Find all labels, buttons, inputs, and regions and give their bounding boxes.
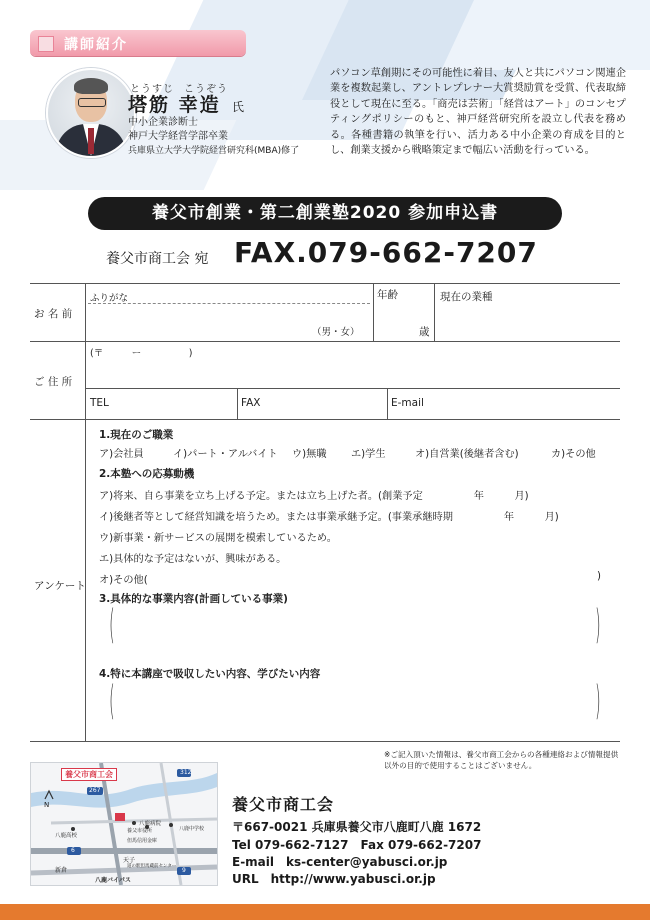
survey-label: アンケート <box>34 580 86 592</box>
instructor-bio: パソコン草創期にその可能性に着目、友人と共にパソコン関連企業を複数起業し、アントレプレナー大賞奨励賞を受賞、代表取締役として現在に至る。「商売は芸術」「経営はアート」のコンセプティングポリシーのもと、神戸経営研究所を設立し代表を務める。各種書籍の執筆を行い、活力ある中小企業の育成を目的とし、創業支援から戦略策定まで幅広い活動を行っている。 <box>330 68 626 157</box>
q1-title: 1.現在のご職業 <box>99 429 174 441</box>
q2-title: 2.本塾への応募動機 <box>99 468 195 480</box>
access-map <box>30 762 218 886</box>
age-label: 年齢 <box>377 289 398 301</box>
contact-address: 〒667-0021 兵庫県養父市八鹿町八鹿 1672 <box>232 820 482 834</box>
q4-answer-field[interactable] <box>110 680 608 738</box>
q1-option[interactable]: オ)自営業(後継者含む) <box>415 449 519 460</box>
q2-option-a[interactable]: ア)将来、自ら事業を立ち上げる予定。または立ち上げた者。(創業予定 年 月) <box>99 491 529 502</box>
instructor-name: 塔筋 幸造 <box>128 94 221 116</box>
name-ruby-given: こうぞう <box>184 84 228 95</box>
map-place: 八鹿中学校 <box>179 826 205 832</box>
map-place: 八鹿バイパス <box>95 877 131 884</box>
furigana-label: ふりがな <box>90 293 129 304</box>
section-label: 講師紹介 <box>30 30 246 56</box>
fax-number: FAX.079-662-7207 <box>234 236 538 269</box>
name-ruby-family: とうすじ <box>130 84 174 95</box>
credential-1: 中小企業診断士 <box>128 117 198 128</box>
q1-option[interactable]: イ)パート・アルバイト <box>173 449 278 460</box>
org-name: 養父市商工会 <box>232 795 335 814</box>
map-route: 6 <box>71 847 75 854</box>
gender-label: （男・女） <box>312 327 360 338</box>
q1-option[interactable]: ア)会社員 <box>99 449 144 460</box>
address-label: ご 住 所 <box>34 376 73 388</box>
q4-paren-close: ) <box>595 678 601 724</box>
map-place: 養父市役所 <box>127 828 153 834</box>
map-route: 9 <box>182 867 186 874</box>
tel-label: TEL <box>90 397 109 409</box>
map-route: 267 <box>89 787 101 794</box>
honorific: 氏 <box>232 100 245 114</box>
footer-bar <box>0 904 650 920</box>
square-icon <box>38 36 54 52</box>
q3-paren-close: ) <box>595 602 601 648</box>
address-field[interactable] <box>90 358 618 386</box>
credential-2: 神戸大学経営学部卒業 <box>128 131 228 142</box>
map-place: 八鹿高校 <box>55 833 78 839</box>
age-unit: 歳 <box>419 326 430 338</box>
map-north: N <box>44 801 50 809</box>
occupation-label: 現在の業種 <box>440 291 493 303</box>
email-label: E-mail <box>391 397 424 409</box>
map-place: 但馬信用金庫 <box>127 838 158 844</box>
form-title: 養父市創業・第二創業塾2020 参加申込書 <box>88 197 562 230</box>
q2-option-e[interactable]: オ)その他( <box>99 575 148 586</box>
credential-3: 兵庫県立大学大学院経営研究科(MBA)修了 <box>128 146 300 156</box>
contact-url[interactable]: URL http://www.yabusci.or.jp <box>232 872 436 886</box>
q3-title: 3.具体的な事業内容(計画している事業) <box>99 593 288 605</box>
map-place: 八鹿病院 <box>139 821 162 827</box>
q2-option-c[interactable]: ウ)新事業・新サービスの展開を模索しているため。 <box>99 533 337 544</box>
postal-label: (〒 ー ) <box>90 348 193 359</box>
q2-option-b[interactable]: イ)後継者等として経営知識を培うため。または事業承継予定。(事業承継時期 年 月) <box>99 512 559 523</box>
occupation-field[interactable] <box>437 302 617 338</box>
q1-option[interactable]: ウ)無職 <box>292 449 327 460</box>
q1-option[interactable]: エ)学生 <box>351 449 386 460</box>
map-place: 天子 <box>123 857 136 864</box>
instructor-photo <box>46 68 136 158</box>
map-route: 312 <box>180 769 192 776</box>
map-place: 道の駅但馬蔵前センター <box>127 864 177 869</box>
q3-paren-open: ( <box>109 602 115 648</box>
q4-title: 4.特に本講座で吸収したい内容、学びたい内容 <box>99 668 321 680</box>
q4-paren-open: ( <box>109 678 115 724</box>
q2-option-e-close: ) <box>597 571 601 582</box>
tel-field[interactable] <box>115 392 235 417</box>
map-office-label: 養父市商工会 <box>61 768 117 781</box>
name-label: お 名 前 <box>34 308 73 320</box>
q3-answer-field[interactable] <box>110 604 608 664</box>
map-place: 新倉 <box>55 867 68 874</box>
addressee: 養父市商工会 宛 <box>106 251 209 267</box>
contact-phone: Tel 079-662-7127 Fax 079-662-7207 <box>232 838 482 852</box>
email-field[interactable] <box>430 392 618 417</box>
fax-label: FAX <box>241 397 261 409</box>
q1-option[interactable]: カ)その他 <box>551 449 596 460</box>
fax-field[interactable] <box>265 392 385 417</box>
q2-option-d[interactable]: エ)具体的な予定はないが、興味がある。 <box>99 554 287 565</box>
contact-email[interactable]: E-mail ks-center@yabusci.or.jp <box>232 855 448 869</box>
privacy-notice: ※ご記入頂いた情報は、養父市商工会からの各種連絡および情報提供以外の目的で使用することはございません。 <box>384 750 619 770</box>
